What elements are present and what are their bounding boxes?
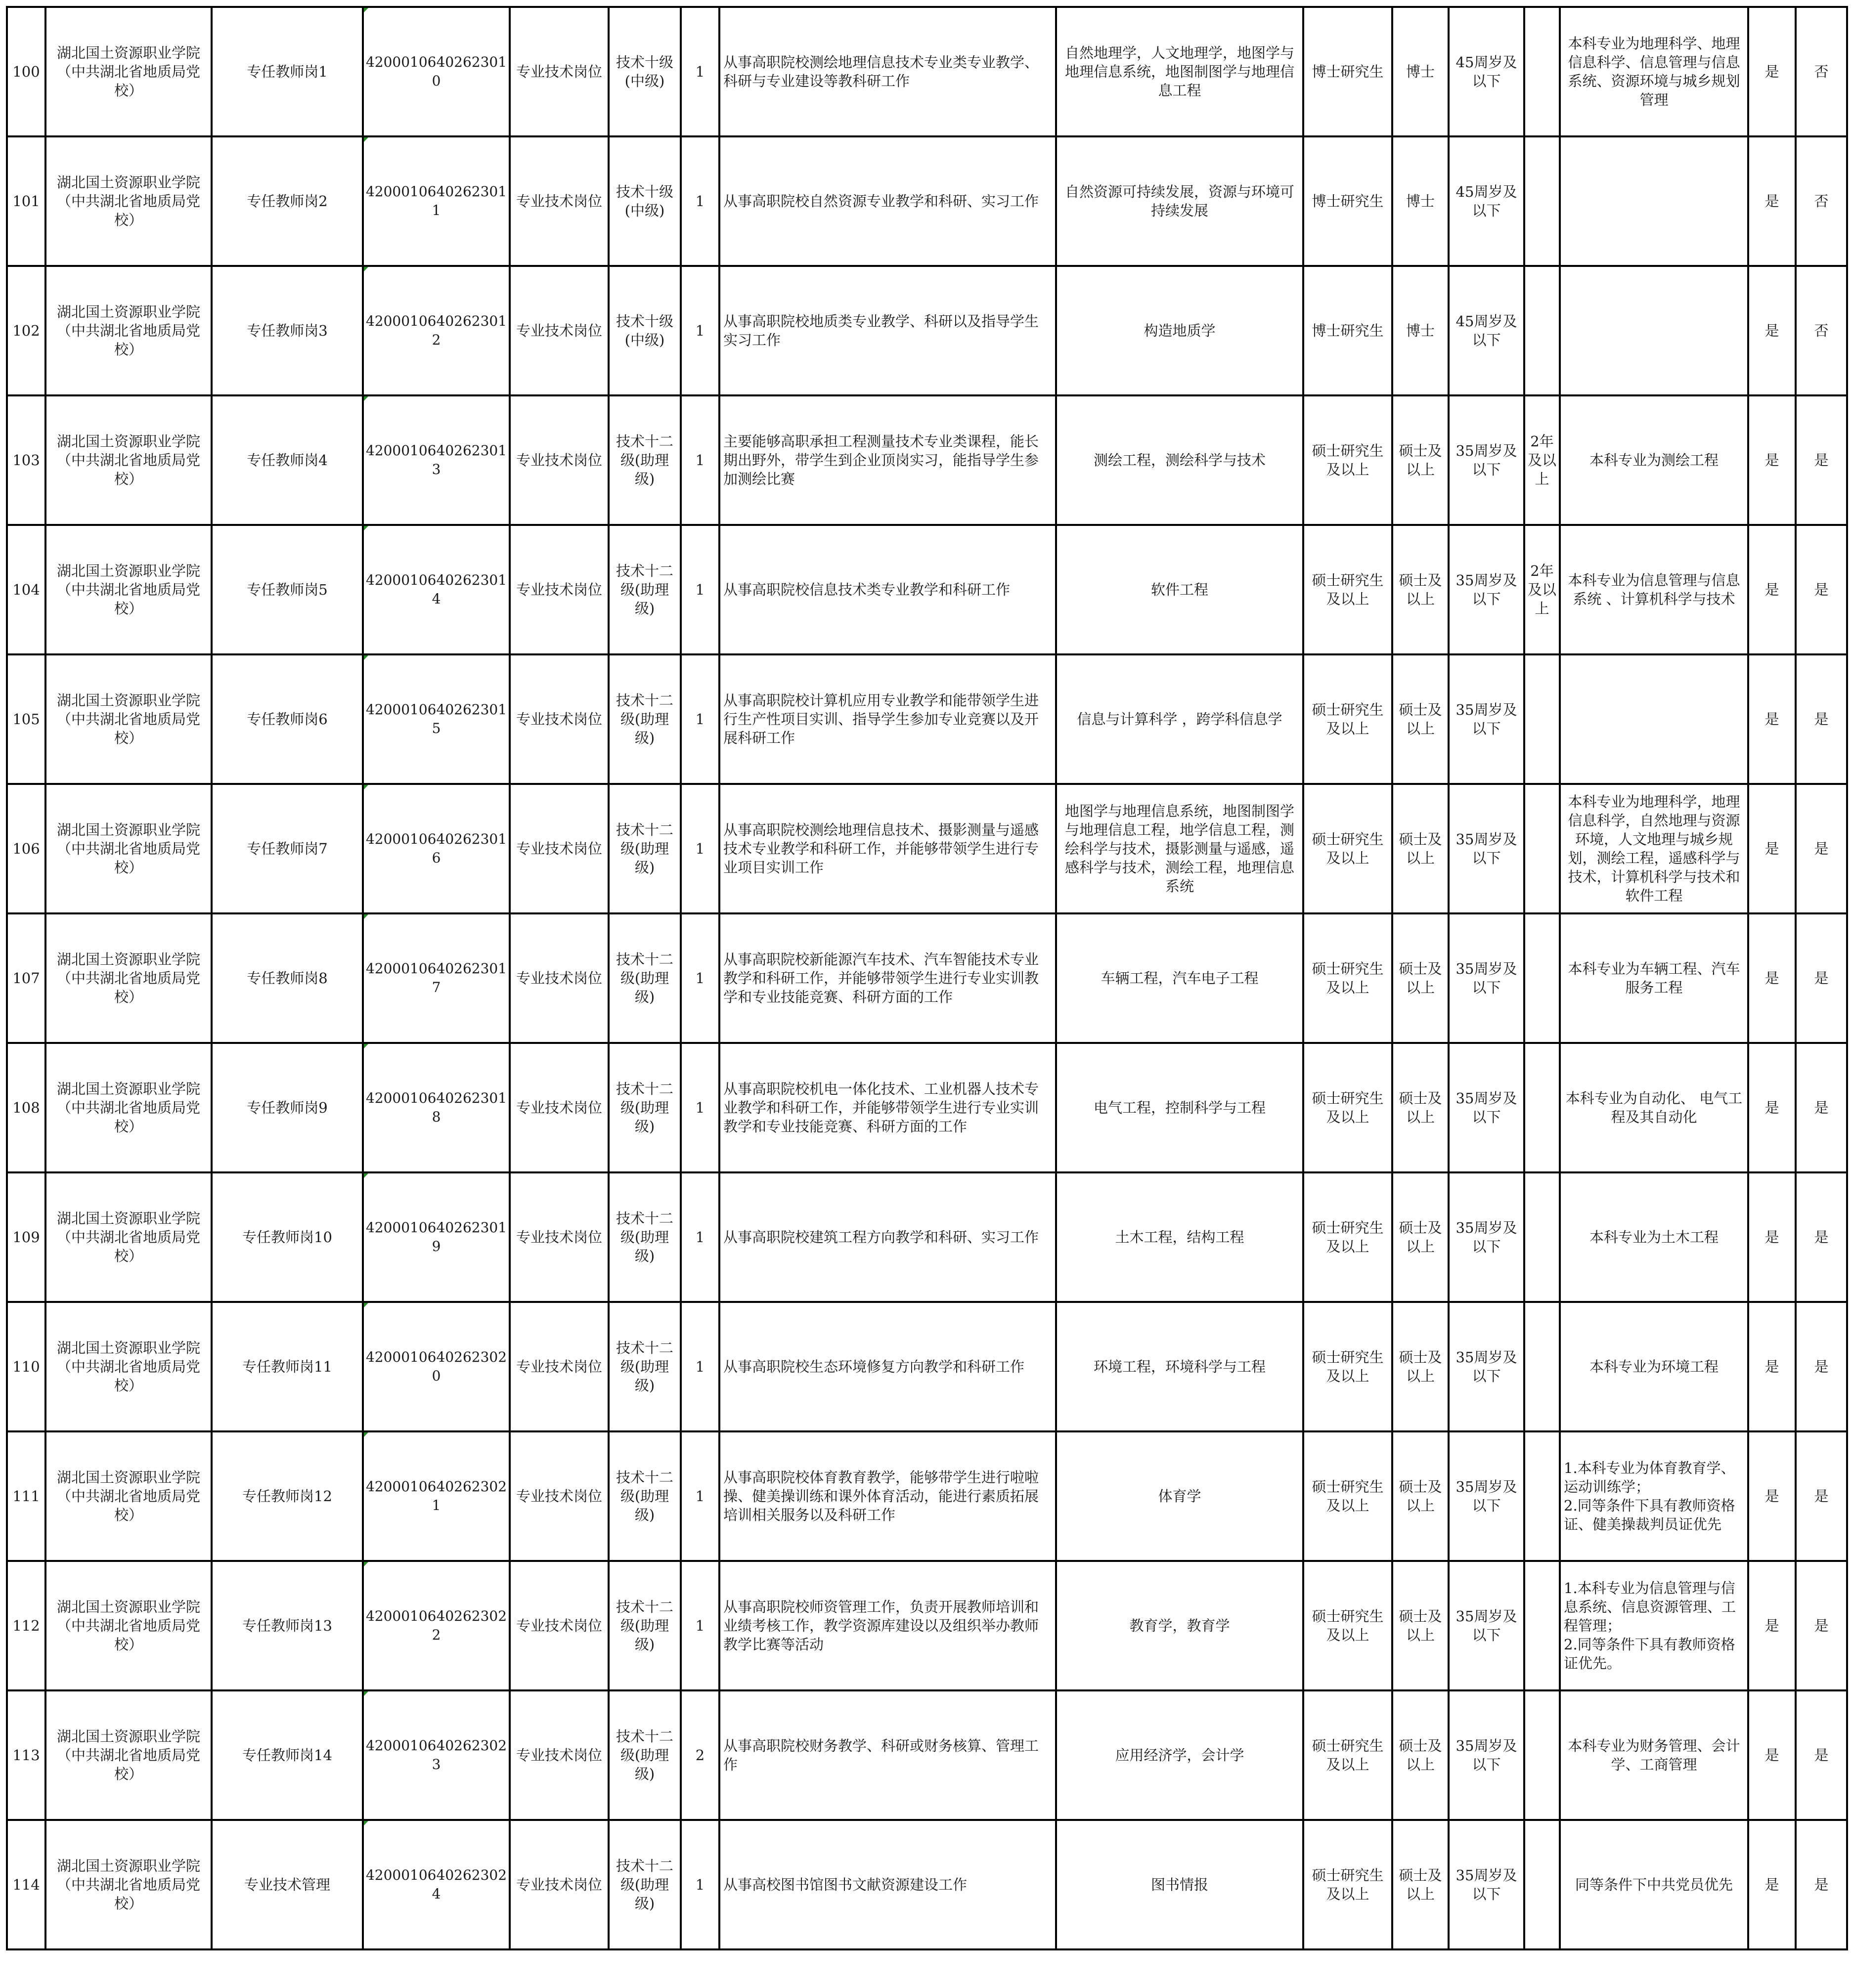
- degree-requirement: 博士: [1392, 266, 1449, 395]
- hiring-count: 1: [681, 654, 719, 784]
- major-requirement: 图书情报: [1056, 1820, 1303, 1949]
- major-requirement: 体育学: [1056, 1431, 1303, 1561]
- post-code: 42000106402623023: [363, 1690, 510, 1820]
- flag-b: 是: [1796, 784, 1847, 913]
- age-requirement: 35周岁及以下: [1449, 1820, 1524, 1949]
- hiring-unit: 湖北国土资源职业学院（中共湖北省地质局党校）: [45, 1561, 212, 1690]
- post-category: 专业技术岗位: [510, 1820, 609, 1949]
- table-row: [7, 1302, 1847, 1431]
- hiring-count: 1: [681, 1302, 719, 1431]
- post-name: 专任教师岗7: [212, 784, 363, 913]
- job-duty: 从事高职院校地质类专业教学、科研以及指导学生实习工作: [719, 266, 1056, 395]
- major-requirement: 软件工程: [1056, 525, 1303, 654]
- flag-b: 否: [1796, 266, 1847, 395]
- flag-a: 是: [1748, 1172, 1796, 1302]
- education-requirement: 博士研究生: [1303, 266, 1392, 395]
- post-level: 技术十二级(助理级): [609, 1431, 681, 1561]
- post-name: 专任教师岗12: [212, 1431, 363, 1561]
- age-requirement: 35周岁及以下: [1449, 1690, 1524, 1820]
- age-requirement: 35周岁及以下: [1449, 1561, 1524, 1690]
- post-code: 42000106402623021: [363, 1431, 510, 1561]
- flag-b: 是: [1796, 525, 1847, 654]
- row-number: 104: [7, 525, 45, 654]
- hiring-unit: 湖北国土资源职业学院（中共湖北省地质局党校）: [45, 525, 212, 654]
- hiring-count: 1: [681, 7, 719, 136]
- experience-requirement: [1524, 1690, 1560, 1820]
- post-level: 技术十级(中级): [609, 266, 681, 395]
- experience-requirement: [1524, 266, 1560, 395]
- job-duty: 从事高职院校生态环境修复方向教学和科研工作: [719, 1302, 1056, 1431]
- flag-b: 是: [1796, 1561, 1847, 1690]
- major-requirement: 地图学与地理信息系统，地图制图学与地理信息工程，地学信息工程，测绘科学与技术，摄影测量与遥感，遥感科学与技术，测绘工程，地理信息系统: [1056, 784, 1303, 913]
- flag-a: 是: [1748, 1043, 1796, 1172]
- degree-requirement: 硕士及以上: [1392, 1820, 1449, 1949]
- flag-b: 是: [1796, 1302, 1847, 1431]
- table-row: [7, 1431, 1847, 1561]
- row-number: 100: [7, 7, 45, 136]
- flag-a: 是: [1748, 1561, 1796, 1690]
- major-requirement: 自然资源可持续发展，资源与环境可持续发展: [1056, 136, 1303, 266]
- flag-a: 是: [1748, 1302, 1796, 1431]
- row-number: 101: [7, 136, 45, 266]
- job-duty: 从事高职院校建筑工程方向教学和科研、实习工作: [719, 1172, 1056, 1302]
- row-number: 103: [7, 395, 45, 525]
- table-row: [7, 1561, 1847, 1690]
- job-duty: 从事高职院校新能源汽车技术、汽车智能技术专业教学和科研工作，并能够带领学生进行专业实训教学和专业技能竞赛、科研方面的工作: [719, 913, 1056, 1043]
- major-requirement: 教育学，教育学: [1056, 1561, 1303, 1690]
- flag-b: 是: [1796, 1043, 1847, 1172]
- degree-requirement: 硕士及以上: [1392, 1431, 1449, 1561]
- education-requirement: 硕士研究生及以上: [1303, 525, 1392, 654]
- hiring-unit: 湖北国土资源职业学院（中共湖北省地质局党校）: [45, 1043, 212, 1172]
- flag-b: 是: [1796, 1172, 1847, 1302]
- flag-b: 否: [1796, 7, 1847, 136]
- post-code: 42000106402623022: [363, 1561, 510, 1690]
- flag-a: 是: [1748, 266, 1796, 395]
- hiring-unit: 湖北国土资源职业学院（中共湖北省地质局党校）: [45, 1820, 212, 1949]
- post-category: 专业技术岗位: [510, 1302, 609, 1431]
- post-level: 技术十二级(助理级): [609, 1690, 681, 1820]
- hiring-unit: 湖北国土资源职业学院（中共湖北省地质局党校）: [45, 654, 212, 784]
- flag-a: 是: [1748, 7, 1796, 136]
- other-requirement: [1560, 654, 1748, 784]
- post-name: 专任教师岗14: [212, 1690, 363, 1820]
- age-requirement: 45周岁及以下: [1449, 266, 1524, 395]
- degree-requirement: 硕士及以上: [1392, 525, 1449, 654]
- hiring-count: 1: [681, 136, 719, 266]
- age-requirement: 45周岁及以下: [1449, 136, 1524, 266]
- degree-requirement: 博士: [1392, 136, 1449, 266]
- job-duty: 从事高职院校机电一体化技术、工业机器人技术专业教学和科研工作，并能够带领学生进行专业实训教学和专业技能竞赛、科研方面的工作: [719, 1043, 1056, 1172]
- post-category: 专业技术岗位: [510, 913, 609, 1043]
- education-requirement: 硕士研究生及以上: [1303, 1302, 1392, 1431]
- education-requirement: 硕士研究生及以上: [1303, 654, 1392, 784]
- table-row: [7, 1172, 1847, 1302]
- education-requirement: 硕士研究生及以上: [1303, 1172, 1392, 1302]
- hiring-count: 1: [681, 1043, 719, 1172]
- experience-requirement: [1524, 1302, 1560, 1431]
- degree-requirement: 硕士及以上: [1392, 1043, 1449, 1172]
- flag-b: 是: [1796, 395, 1847, 525]
- job-duty: 从事高职院校测绘地理信息技术专业类专业教学、科研与专业建设等教科研工作: [719, 7, 1056, 136]
- hiring-count: 1: [681, 1561, 719, 1690]
- table-row: [7, 1043, 1847, 1172]
- hiring-unit: 湖北国土资源职业学院（中共湖北省地质局党校）: [45, 266, 212, 395]
- hiring-unit: 湖北国土资源职业学院（中共湖北省地质局党校）: [45, 1690, 212, 1820]
- education-requirement: 硕士研究生及以上: [1303, 1043, 1392, 1172]
- post-code: 42000106402623024: [363, 1820, 510, 1949]
- hiring-unit: 湖北国土资源职业学院（中共湖北省地质局党校）: [45, 136, 212, 266]
- post-name: 专任教师岗3: [212, 266, 363, 395]
- job-duty: 从事高职院校财务教学、科研或财务核算、管理工作: [719, 1690, 1056, 1820]
- table-row: [7, 913, 1847, 1043]
- degree-requirement: 硕士及以上: [1392, 1561, 1449, 1690]
- degree-requirement: 硕士及以上: [1392, 1690, 1449, 1820]
- experience-requirement: [1524, 1043, 1560, 1172]
- row-number: 102: [7, 266, 45, 395]
- hiring-unit: 湖北国土资源职业学院（中共湖北省地质局党校）: [45, 1172, 212, 1302]
- hiring-unit: 湖北国土资源职业学院（中共湖北省地质局党校）: [45, 913, 212, 1043]
- post-category: 专业技术岗位: [510, 7, 609, 136]
- age-requirement: 35周岁及以下: [1449, 1172, 1524, 1302]
- education-requirement: 博士研究生: [1303, 136, 1392, 266]
- recruitment-table: [6, 6, 1848, 1950]
- post-category: 专业技术岗位: [510, 525, 609, 654]
- major-requirement: 自然地理学，人文地理学，地图学与地理信息系统，地图制图学与地理信息工程: [1056, 7, 1303, 136]
- post-level: 技术十二级(助理级): [609, 1043, 681, 1172]
- experience-requirement: [1524, 784, 1560, 913]
- job-duty: 从事高校图书馆图书文献资源建设工作: [719, 1820, 1056, 1949]
- row-number: 109: [7, 1172, 45, 1302]
- hiring-count: 1: [681, 1820, 719, 1949]
- hiring-unit: 湖北国土资源职业学院（中共湖北省地质局党校）: [45, 7, 212, 136]
- post-code: 42000106402623011: [363, 136, 510, 266]
- experience-requirement: 2年及以上: [1524, 525, 1560, 654]
- other-requirement: 本科专业为信息管理与信息系统 、计算机科学与技术: [1560, 525, 1748, 654]
- major-requirement: 构造地质学: [1056, 266, 1303, 395]
- flag-b: 是: [1796, 1431, 1847, 1561]
- hiring-count: 2: [681, 1690, 719, 1820]
- post-name: 专任教师岗5: [212, 525, 363, 654]
- flag-a: 是: [1748, 1431, 1796, 1561]
- table-row: [7, 266, 1847, 395]
- row-number: 111: [7, 1431, 45, 1561]
- experience-requirement: [1524, 654, 1560, 784]
- post-code: 42000106402623012: [363, 266, 510, 395]
- post-code: 42000106402623020: [363, 1302, 510, 1431]
- degree-requirement: 硕士及以上: [1392, 1172, 1449, 1302]
- job-duty: 主要能够高职承担工程测量技术专业类课程，能长期出野外，带学生到企业顶岗实习，能指导学生参加测绘比赛: [719, 395, 1056, 525]
- row-number: 112: [7, 1561, 45, 1690]
- flag-b: 是: [1796, 1820, 1847, 1949]
- post-code: 42000106402623018: [363, 1043, 510, 1172]
- hiring-unit: 湖北国土资源职业学院（中共湖北省地质局党校）: [45, 1431, 212, 1561]
- post-category: 专业技术岗位: [510, 1561, 609, 1690]
- experience-requirement: [1524, 1820, 1560, 1949]
- post-level: 技术十二级(助理级): [609, 1302, 681, 1431]
- major-requirement: 应用经济学，会计学: [1056, 1690, 1303, 1820]
- other-requirement: 本科专业为测绘工程: [1560, 395, 1748, 525]
- age-requirement: 35周岁及以下: [1449, 784, 1524, 913]
- flag-a: 是: [1748, 525, 1796, 654]
- education-requirement: 硕士研究生及以上: [1303, 913, 1392, 1043]
- other-requirement: 1.本科专业为体育教育学、运动训练学； 2.同等条件下具有教师资格证、健美操裁判员证优先: [1560, 1431, 1748, 1561]
- flag-b: 是: [1796, 913, 1847, 1043]
- age-requirement: 35周岁及以下: [1449, 913, 1524, 1043]
- post-code: 42000106402623019: [363, 1172, 510, 1302]
- post-name: 专任教师岗13: [212, 1561, 363, 1690]
- education-requirement: 博士研究生: [1303, 7, 1392, 136]
- post-code: 42000106402623013: [363, 395, 510, 525]
- education-requirement: 硕士研究生及以上: [1303, 1561, 1392, 1690]
- job-duty: 从事高职院校师资管理工作，负责开展教师培训和业绩考核工作，教学资源库建设以及组织举办教师教学比赛等活动: [719, 1561, 1056, 1690]
- education-requirement: 硕士研究生及以上: [1303, 1431, 1392, 1561]
- post-code: 42000106402623017: [363, 913, 510, 1043]
- age-requirement: 45周岁及以下: [1449, 7, 1524, 136]
- flag-a: 是: [1748, 784, 1796, 913]
- post-name: 专任教师岗6: [212, 654, 363, 784]
- degree-requirement: 硕士及以上: [1392, 395, 1449, 525]
- hiring-count: 1: [681, 266, 719, 395]
- experience-requirement: [1524, 1431, 1560, 1561]
- post-name: 专任教师岗10: [212, 1172, 363, 1302]
- experience-requirement: [1524, 1561, 1560, 1690]
- experience-requirement: [1524, 913, 1560, 1043]
- experience-requirement: [1524, 7, 1560, 136]
- post-name: 专任教师岗9: [212, 1043, 363, 1172]
- degree-requirement: 博士: [1392, 7, 1449, 136]
- post-name: 专任教师岗1: [212, 7, 363, 136]
- post-code: 42000106402623015: [363, 654, 510, 784]
- other-requirement: 本科专业为自动化、 电气工程及其自动化: [1560, 1043, 1748, 1172]
- other-requirement: 本科专业为财务管理、会计学、工商管理: [1560, 1690, 1748, 1820]
- table-body: [7, 7, 1847, 1949]
- flag-a: 是: [1748, 136, 1796, 266]
- post-level: 技术十二级(助理级): [609, 913, 681, 1043]
- post-level: 技术十二级(助理级): [609, 1820, 681, 1949]
- education-requirement: 硕士研究生及以上: [1303, 1690, 1392, 1820]
- table-row: [7, 7, 1847, 136]
- major-requirement: 土木工程，结构工程: [1056, 1172, 1303, 1302]
- row-number: 106: [7, 784, 45, 913]
- post-name: 专任教师岗11: [212, 1302, 363, 1431]
- hiring-count: 1: [681, 525, 719, 654]
- hiring-unit: 湖北国土资源职业学院（中共湖北省地质局党校）: [45, 395, 212, 525]
- major-requirement: 电气工程，控制科学与工程: [1056, 1043, 1303, 1172]
- other-requirement: 本科专业为地理科学、地理信息科学、信息管理与信息系统、资源环境与城乡规划管理: [1560, 7, 1748, 136]
- other-requirement: [1560, 136, 1748, 266]
- row-number: 105: [7, 654, 45, 784]
- hiring-count: 1: [681, 784, 719, 913]
- experience-requirement: [1524, 1172, 1560, 1302]
- table-row: [7, 1690, 1847, 1820]
- flag-b: 是: [1796, 1690, 1847, 1820]
- flag-b: 否: [1796, 136, 1847, 266]
- other-requirement: 本科专业为环境工程: [1560, 1302, 1748, 1431]
- row-number: 113: [7, 1690, 45, 1820]
- degree-requirement: 硕士及以上: [1392, 654, 1449, 784]
- degree-requirement: 硕士及以上: [1392, 784, 1449, 913]
- major-requirement: 环境工程，环境科学与工程: [1056, 1302, 1303, 1431]
- hiring-unit: 湖北国土资源职业学院（中共湖北省地质局党校）: [45, 784, 212, 913]
- age-requirement: 35周岁及以下: [1449, 1043, 1524, 1172]
- other-requirement: 本科专业为土木工程: [1560, 1172, 1748, 1302]
- post-level: 技术十二级(助理级): [609, 784, 681, 913]
- degree-requirement: 硕士及以上: [1392, 1302, 1449, 1431]
- post-level: 技术十二级(助理级): [609, 525, 681, 654]
- table-row: [7, 1820, 1847, 1949]
- row-number: 110: [7, 1302, 45, 1431]
- post-name: 专任教师岗4: [212, 395, 363, 525]
- job-duty: 从事高职院校计算机应用专业教学和能带领学生进行生产性项目实训、指导学生参加专业竞赛以及开展科研工作: [719, 654, 1056, 784]
- education-requirement: 硕士研究生及以上: [1303, 784, 1392, 913]
- post-category: 专业技术岗位: [510, 654, 609, 784]
- post-category: 专业技术岗位: [510, 1172, 609, 1302]
- post-category: 专业技术岗位: [510, 266, 609, 395]
- flag-a: 是: [1748, 654, 1796, 784]
- major-requirement: 车辆工程，汽车电子工程: [1056, 913, 1303, 1043]
- table-row: [7, 395, 1847, 525]
- post-level: 技术十二级(助理级): [609, 1172, 681, 1302]
- major-requirement: 信息与计算科学 ，跨学科信息学: [1056, 654, 1303, 784]
- post-level: 技术十二级(助理级): [609, 395, 681, 525]
- post-category: 专业技术岗位: [510, 395, 609, 525]
- post-category: 专业技术岗位: [510, 136, 609, 266]
- post-code: 42000106402623016: [363, 784, 510, 913]
- age-requirement: 35周岁及以下: [1449, 525, 1524, 654]
- other-requirement: 同等条件下中共党员优先: [1560, 1820, 1748, 1949]
- age-requirement: 35周岁及以下: [1449, 654, 1524, 784]
- post-name: 专任教师岗8: [212, 913, 363, 1043]
- post-name: 专业技术管理: [212, 1820, 363, 1949]
- post-level: 技术十二级(助理级): [609, 654, 681, 784]
- major-requirement: 测绘工程，测绘科学与技术: [1056, 395, 1303, 525]
- flag-a: 是: [1748, 913, 1796, 1043]
- job-duty: 从事高职院校信息技术类专业教学和科研工作: [719, 525, 1056, 654]
- post-category: 专业技术岗位: [510, 1043, 609, 1172]
- hiring-count: 1: [681, 395, 719, 525]
- age-requirement: 35周岁及以下: [1449, 1302, 1524, 1431]
- other-requirement: [1560, 266, 1748, 395]
- table-row: [7, 136, 1847, 266]
- post-code: 42000106402623014: [363, 525, 510, 654]
- other-requirement: 1.本科专业为信息管理与信息系统、信息资源管理、工程管理； 2.同等条件下具有教师资格证优先。: [1560, 1561, 1748, 1690]
- flag-a: 是: [1748, 1690, 1796, 1820]
- age-requirement: 35周岁及以下: [1449, 1431, 1524, 1561]
- experience-requirement: [1524, 136, 1560, 266]
- other-requirement: 本科专业为地理科学，地理信息科学，自然地理与资源环境，人文地理与城乡规划，测绘工程，遥感科学与技术，计算机科学与技术和软件工程: [1560, 784, 1748, 913]
- education-requirement: 硕士研究生及以上: [1303, 1820, 1392, 1949]
- post-category: 专业技术岗位: [510, 1431, 609, 1561]
- other-requirement: 本科专业为车辆工程、汽车服务工程: [1560, 913, 1748, 1043]
- experience-requirement: 2年及以上: [1524, 395, 1560, 525]
- post-code: 42000106402623010: [363, 7, 510, 136]
- flag-b: 是: [1796, 654, 1847, 784]
- job-duty: 从事高职院校自然资源专业教学和科研、实习工作: [719, 136, 1056, 266]
- degree-requirement: 硕士及以上: [1392, 913, 1449, 1043]
- post-category: 专业技术岗位: [510, 784, 609, 913]
- post-category: 专业技术岗位: [510, 1690, 609, 1820]
- table-row: [7, 525, 1847, 654]
- job-duty: 从事高职院校体育教育教学，能够带学生进行啦啦操、健美操训练和课外体育活动，能进行素质拓展培训相关服务以及科研工作: [719, 1431, 1056, 1561]
- post-level: 技术十级(中级): [609, 136, 681, 266]
- table-row: [7, 784, 1847, 913]
- table-row: [7, 654, 1847, 784]
- hiring-count: 1: [681, 913, 719, 1043]
- job-duty: 从事高职院校测绘地理信息技术、摄影测量与遥感技术专业教学和科研工作，并能够带领学生进行专业项目实训工作: [719, 784, 1056, 913]
- row-number: 114: [7, 1820, 45, 1949]
- post-name: 专任教师岗2: [212, 136, 363, 266]
- post-level: 技术十级(中级): [609, 7, 681, 136]
- flag-a: 是: [1748, 395, 1796, 525]
- row-number: 107: [7, 913, 45, 1043]
- flag-a: 是: [1748, 1820, 1796, 1949]
- hiring-count: 1: [681, 1172, 719, 1302]
- hiring-count: 1: [681, 1431, 719, 1561]
- hiring-unit: 湖北国土资源职业学院（中共湖北省地质局党校）: [45, 1302, 212, 1431]
- post-level: 技术十二级(助理级): [609, 1561, 681, 1690]
- row-number: 108: [7, 1043, 45, 1172]
- education-requirement: 硕士研究生及以上: [1303, 395, 1392, 525]
- age-requirement: 35周岁及以下: [1449, 395, 1524, 525]
